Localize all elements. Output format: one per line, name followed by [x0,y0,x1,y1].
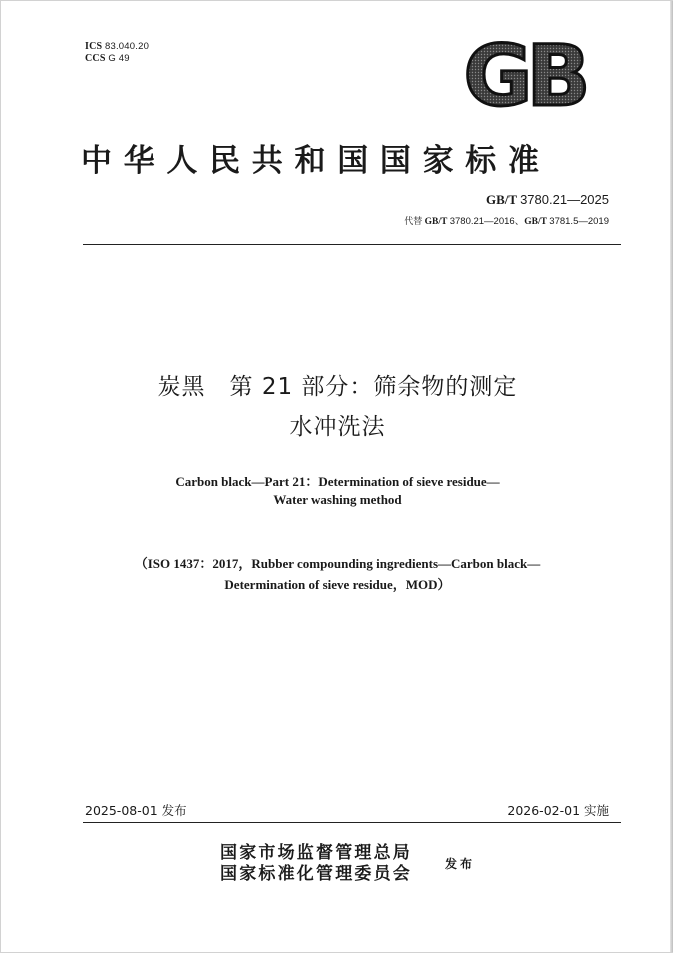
ics-code: ICS 83.040.20 [85,41,150,52]
header-divider [83,244,621,245]
gb-logo-text: GB [463,41,585,111]
chinese-title-line1: 炭黑 第 21 部分：筛余物的测定 [157,374,518,400]
national-standard-title: 中华人民共和国国家标准 [81,143,551,179]
publish-date: 2025-08-01 发布 [85,803,187,818]
footer-divider [83,822,621,823]
issuer-sac: 国家标准化管理委员会 [220,864,412,884]
issue-action: 发布 [445,857,476,871]
chinese-title-line2: 水冲洗法 [289,414,386,440]
issuing-authorities [220,843,412,885]
english-title-line1: Carbon black—Part 21：Determination of sieve residue— [175,474,500,489]
implement-date: 2026-02-01 实施 [507,803,609,818]
iso-reference-line2: Determination of sieve residue，MOD） [224,577,451,592]
issuer-samr: 国家市场监督管理总局 [220,843,412,863]
replaces-note: 代替 GB/T 3780.21—2016、GB/T 3781.5—2019 [404,216,609,227]
classification-codes [85,41,149,65]
ccs-code: CCS G 49 [85,53,130,64]
english-title-line2: Water washing method [273,492,402,507]
standard-number: GB/T 3780.21—2025 [485,192,609,207]
gb-logo [453,41,595,111]
iso-reference-line1: （ISO 1437：2017，Rubber compounding ingredients—Carbon black— [134,556,541,571]
